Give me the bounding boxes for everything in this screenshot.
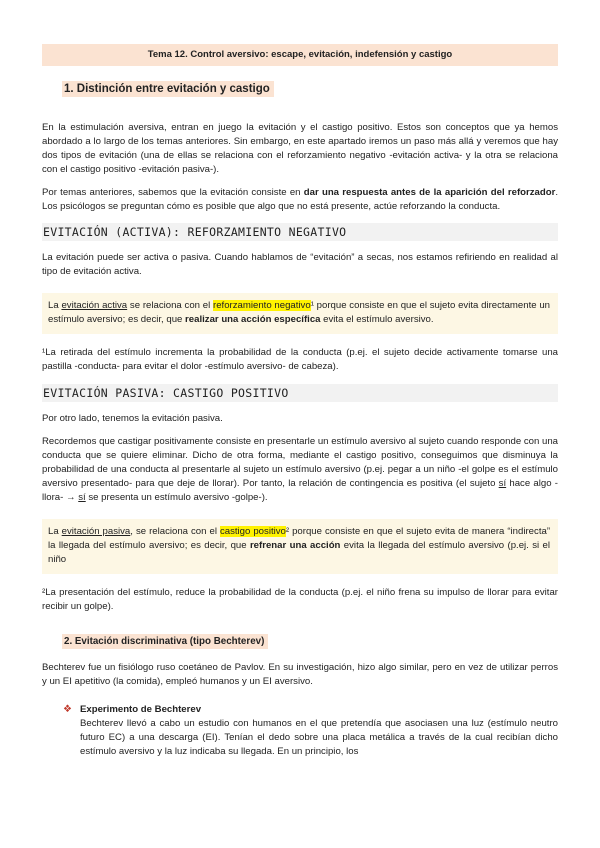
paragraph-bechterev: Bechterev fue un fisiólogo ruso coetáneo de Pavlov. En su investigación, hizo algo similar, pero en vez de utilizar perros y un EI apetitivo (la comida), empleó humanos y un EI aversivo. [42, 662, 558, 687]
diamond-bullet-icon: ❖ [63, 704, 72, 715]
section-1-heading: 1. Distinción entre evitación y castigo [62, 81, 274, 97]
section-evitacion-pasiva-heading: EVITACIÓN PASIVA: CASTIGO POSITIVO [42, 384, 558, 402]
paragraph-intro: En la estimulación aversiva, entran en juego la evitación y el castigo positivo. Estos son conceptos que ya hemos abordado a lo largo de los temas anteriores. Sin embargo, en este apartado iremos un paso más allá y veremos que hay dos tipos de evitación (una de ellas se relaciona con el reforzamiento negativo -evitación activa- y la otra se relaciona con el castigo positivo -evitación pasiva-). [42, 122, 558, 175]
document-page [42, 44, 558, 768]
paragraph-activa-pasiva: La evitación puede ser activa o pasiva. Cuando hablamos de “evitación” a secas, nos estamos refiriendo en realidad al tipo de evitación activa. [42, 252, 558, 277]
list-item-experimento [63, 703, 558, 759]
document-title: Tema 12. Control aversivo: escape, evitación, indefensión y castigo [42, 44, 558, 66]
paragraph-castigo-positivo: Recordemos que castigar positivamente consiste en presentarle un estímulo aversivo al sujeto cuando responde con una conducta que se quiere eliminar. Dicho de otra forma, mediante el castigo positivo, conseguimos que disminuya la probabilidad de una conducta al presentarle al sujeto un estímulo aversivo (p.ej. pegar a un niño -el golpe es el estímulo aversivo presentado- para que deje de llorar). Por tanto, la relación de contingencia es positiva (el sujeto sí hace algo -llora- → sí se presenta un estímulo aversivo -golpe-). [42, 436, 558, 503]
callout-evitacion-pasiva: La evitación pasiva, se relaciona con el castigo positivo² porque consiste en que el sujeto evita de manera “indirecta” la llegada del estímulo aversivo; es decir, que refrenar una acción evita la llegada del estímulo aversivo (p.ej. si el niño [42, 519, 558, 574]
item-text: Bechterev llevó a cabo un estudio con humanos en el que pretendía que asociasen una luz (estímulo neutro futuro EC) a una descarga (EI). Tenían el dedo sobre una placa metálica a través de la cual recibían dicho estímulo aversivo y la luz indicaba su llegada. En un principio, los [80, 718, 558, 757]
footnote-1: ¹La retirada del estímulo incrementa la probabilidad de la conducta (p.ej. el sujeto decide activamente tomarse una pastilla -conducta- para evitar el dolor -estímulo aversivo- de cabeza). [42, 347, 558, 372]
footnote-2: ²La presentación del estímulo, reduce la probabilidad de la conducta (p.ej. el niño frena su impulso de llorar para evitar recibir un golpe). [42, 587, 558, 612]
section-2-heading: 2. Evitación discriminativa (tipo Bechterev) [62, 634, 268, 649]
item-title: Experimento de Bechterev [80, 704, 202, 715]
callout-evitacion-activa: La evitación activa se relaciona con el reforzamiento negativo¹ porque consiste en que el sujeto evita directamente un estímulo aversivo; es decir, que realizar una acción específica evita el estímulo aversivo. [42, 293, 558, 334]
paragraph-evitacion-definition: Por temas anteriores, sabemos que la evitación consiste en dar una respuesta antes de la aparición del reforzador. Los psicólogos se preguntan cómo es posible que algo que no está presente, actúe reforzando la conducta. [42, 187, 558, 212]
section-evitacion-activa-heading: EVITACIÓN (ACTIVA): REFORZAMIENTO NEGATIVO [42, 223, 558, 241]
paragraph-pasiva-intro: Por otro lado, tenemos la evitación pasiva. [42, 413, 223, 424]
